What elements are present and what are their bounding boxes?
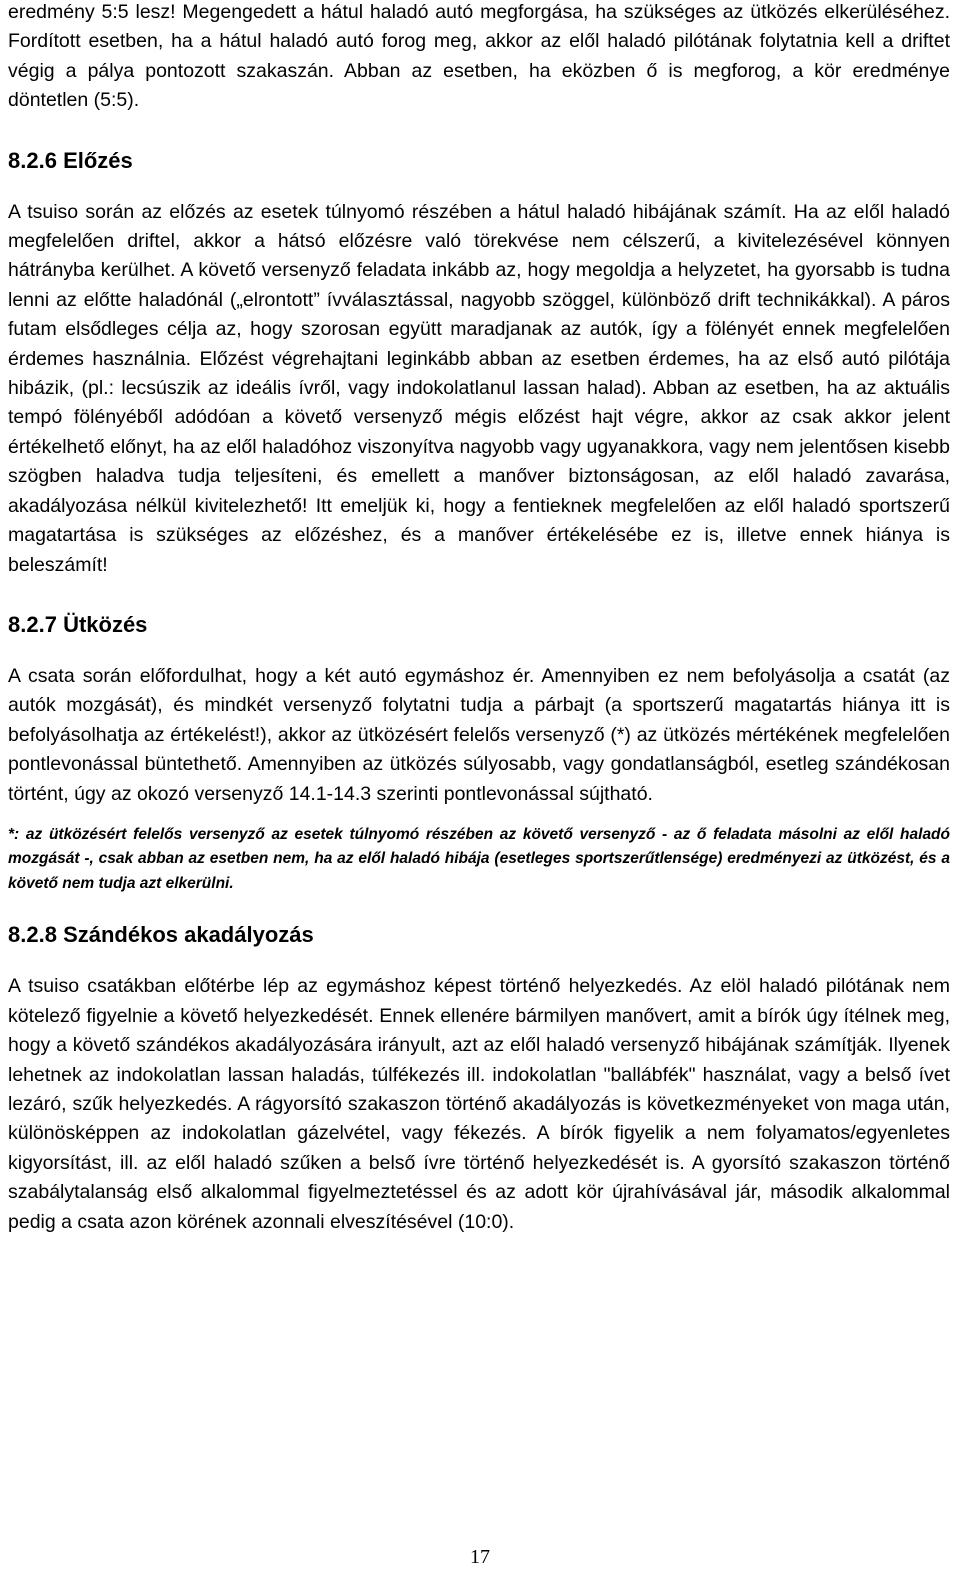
section-body-collision: A csata során előfordulhat, hogy a két autó egymáshoz ér. Amennyiben ez nem befolyásolja a csatát (az autók mozgását), és mindkét versenyző folytatni tudja a párbajt (a sportszerű magatartás hiánya itt is befolyásolhatja az értékelést!), akkor az ütközésért felelős versenyző (*) az ütközés mértékének megfelelően pontlevonással büntethető. Amennyiben az ütközés súlyosabb, vagy gondatlanságból, esetleg szándékosan történt, úgy az okozó versenyző 14.1-14.3 szerinti pontlevonással sújtható. — [8, 664, 950, 805]
intro-paragraph: eredmény 5:5 lesz! Megengedett a hátul haladó autó megforgása, ha szükséges az ütközés elkerüléséhez. Fordított esetben, ha a hátul haladó autó forog meg, akkor az elől haladó pilótának folytatnia kell a driftet végig a pálya pontozott szakaszán. Abban az esetben, ha eközben ő is megforog, a kör eredménye döntetlen (5:5). — [8, 1, 950, 112]
section-number: 8.2.6 — [8, 147, 57, 173]
page-content — [8, 0, 950, 1237]
footnote-collision: *: az ütközésért felelős versenyző az esetek túlnyomó részében az követő versenyző - az ő feladata másolni az elől haladó mozgását -, csak abban az esetben nem, ha az elől haladó hibája (esetleges sportszerűtlensége) eredményezi az ütközést, és a követő nem tudja azt elkerülni. — [8, 825, 950, 892]
section-heading-obstruction — [8, 920, 950, 950]
section-body-overtaking: A tsuiso során az előzés az esetek túlnyomó részében a hátul haladó hibájának számít. Ha az elől haladó megfelelően driftel, akkor a hátsó előzésre való törekvése nem célszerű, a kivitelezésével könnyen hátrányba kerülhet. A követő versenyző feladata inkább az, hogy megoldja a helyzetet, ha gyorsabb is tudna lenni az előtte haladónál („elrontott” ívválasztással, nagyobb szöggel, különböző drift technikákkal). A páros futam elsődleges célja az, hogy szorosan együtt maradjanak az autók, így a fölényét ennek megfelelően érdemes használnia. Előzést végrehajtani leginkább abban az esetben érdemes, ha az első autó pilótája hibázik, (pl.: lecsúszik az ideális ívről, vagy indokolatlanul lassan halad). Abban az esetben, ha az aktuális tempó fölényéből adódóan a követő versenyző mégis előzést hajt végre, akkor az csak akkor jelent értékelhető előnyt, ha az elől haladóhoz viszonyítva nagyobb vagy ugyanakkora, vagy nem jelentősen kisebb szögben haladva tudja teljesíteni, és emellett a manőver biztonságosan, az elől haladó zavarása, akadályozása nélkül kivitelezhető! Itt emeljük ki, hogy a fentieknek megfelelően az elől haladó sportszerű magatartása is szükséges az előzéshez, és a manőver értékelésébe ez is, illetve ennek hiánya is beleszámít! — [8, 200, 950, 576]
section-title: Ütközés — [63, 611, 148, 637]
section-title: Szándékos akadályozás — [63, 922, 314, 948]
section-number: 8.2.7 — [8, 611, 57, 637]
section-heading-overtaking — [8, 146, 950, 176]
section-body-obstruction: A tsuiso csatákban előtérbe lép az egymáshoz képest történő helyezkedés. Az elöl haladó pilótának nem kötelező figyelnie a követő helyezkedését. Ennek ellenére bármilyen manővert, amit a bírók úgy ítélnek meg, hogy a követő szándékos akadályozására irányult, azt az elől haladó versenyző hibájának számítják. Ilyenek lehetnek az indokolatlan lassan haladás, túlfékezés ill. indokolatlan "ballábfék" használat, vagy a belső ívet lezáró, szűk helyezkedés. A rágyorsító szakaszon történő akadályozás is következményeket von maga után, különösképpen az indokolatlan gázelvétel, vagy fékezés. A bírók figyelik a nem folyamatos/egyenletes kigyorsítást, ill. az elől haladó szűken a belső ívre történő helyezkedését is. A gyorsító szakaszon történő szabálytalanság első alkalommal figyelmeztetéssel és az adott kör újrahívásával jár, második alkalommal pedig a csata azon körének azonnali elveszítésével (10:0). — [8, 975, 950, 1233]
page-number: 17 — [470, 1546, 490, 1568]
section-number: 8.2.8 — [8, 922, 57, 948]
section-heading-collision — [8, 610, 950, 640]
section-title: Előzés — [63, 147, 133, 173]
